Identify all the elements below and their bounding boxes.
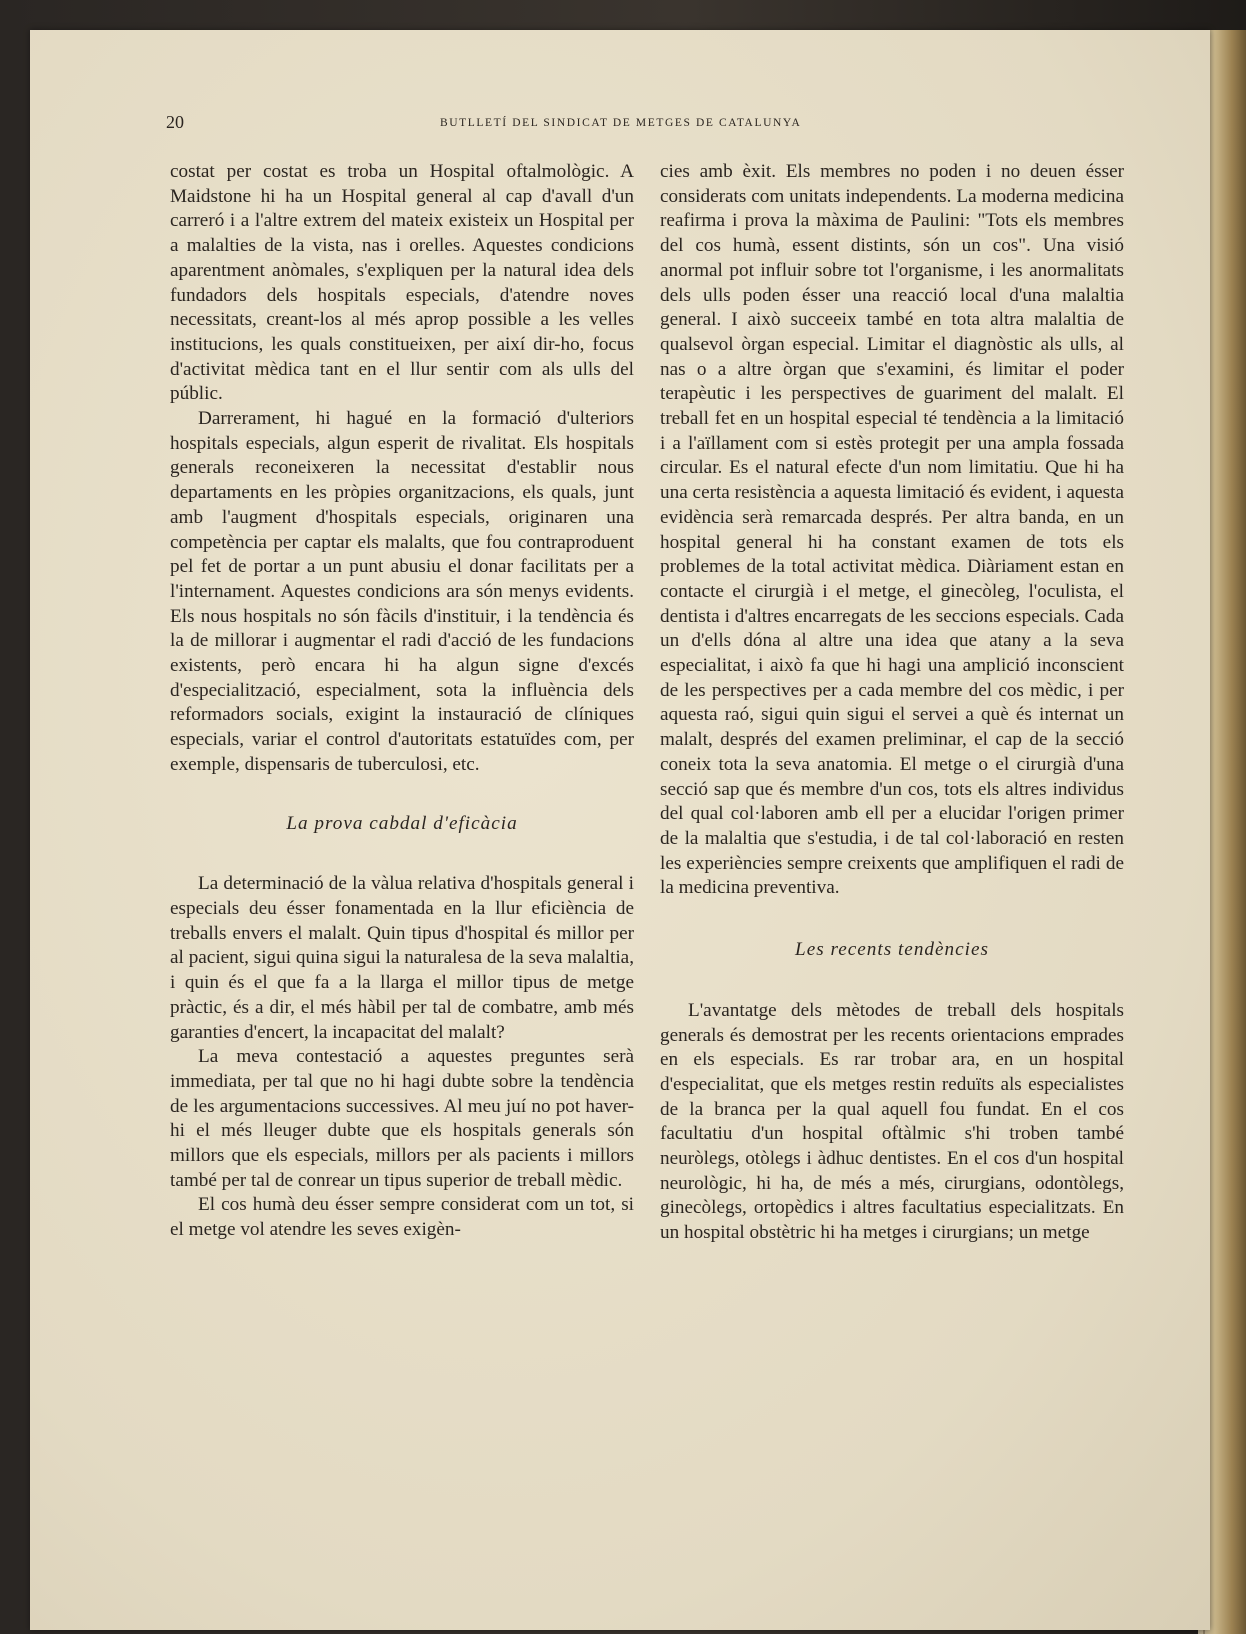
paragraph: La meva contestació a aquestes preguntes serà immediata, per tal que no hi hagi dubte sobre la tendència de les argumentacions successives. Al meu juí no pot haver-hi el més lleuger dubte que els hospitals generals són millors que els especials, millors per als pacients i millors també per tal de conrear un tipus superior de treball mèdic. — [170, 1046, 634, 1191]
paragraph: costat per costat es troba un Hospital oftalmològic. A Maidstone hi ha un Hospital general al cap d'avall d'un carreró i a l'altre extrem del mateix existeix un Hospital per a malalties de la vista, nas i orelles. Aquestes condicions aparentment anòmales, s'expliquen per la natural idea dels fundadors dels hospitals especials, d'atendre noves necessitats, creant-los al més aprop possible a les velles institucions, les quals constitueixen, per així dir-ho, focus d'activitat mèdica tant en el llur sentir com als ulls del públic. — [170, 161, 634, 405]
paragraph: Darrerament, hi hagué en la formació d'ulteriors hospitals especials, algun esperit de rivalitat. Els hospitals generals reconeixeren la necessitat d'establir nous departaments en les pròpies organitzacions, els quals, junt amb l'augment d'hospitals especials, originaren una competència per captar els malalts, que fou contraproduent pel fet de portar a un punt abusiu el donar facilitats per a l'internament. Aquestes condicions ara són menys evidents. Els nous hospitals no són fàcils d'instituir, i la tendència és la de millorar i augmentar el radi d'acció de les fundacions existents, però encara hi ha algun signe d'excés d'especialització, especialment, sota la influència dels reformadors socials, exigint la instauració de clíniques especials, variar el control d'autoritats estatuïdes com, per exemple, dispensaris de tuberculosi, etc. — [170, 408, 634, 775]
paragraph: cies amb èxit. Els membres no poden i no deuen ésser considerats com unitats independents. La moderna medicina reafirma i prova la màxima de Paulini: "Tots els membres del cos humà, essent distints, són un cos". Una visió anormal pot influir sobre tot l'organisme, i les anormalitats dels ulls poden ésser una reacció local d'una malaltia general. I això succeeix també en tota altra malaltia de qualsevol òrgan especial. Limitar el diagnòstic als ulls, al nas o a altre òrgan que s'examini, és limitar el poder terapèutic i les perspectives de guariment del malalt. El treball fet en un hospital especial té tendència a la limitació i a l'aïllament com si estès protegit per una ampla fossada circular. Es el natural efecte d'un nom limitatiu. Que hi ha una certa resistència a aquesta limitació és evident, i aquesta evidència serà remarcada després. Per altra banda, en un hospital general hi ha constant examen de tots els problemes de la total activitat mèdica. Diàriament estan en contacte el cirurgià i el metge, el ginecòleg, l'oculista, el dentista i d'altres encarregats de les seccions especials. Cada un d'ells dóna al altre una idea que atany a la seva especialitat, i això fa que hi hagi una amplició inconscient de les perspectives per a cada membre del cos mèdic, i per aquesta raó, sigui quin sigui el servei a què és internat un malalt, després del examen preliminar, el cap de la secció coneix tota la seva anatomia. El metge o el cirurgià d'una secció sap que és membre d'un cos, tots els altres individus del qual col·laboren amb ell per a elucidar l'origen primer de la malaltia que s'estudia, i de tal col·laboració en resten les experiències sempre creixents que amplifiquen el radi de la medicina preventiva. — [660, 161, 1124, 899]
left-column — [170, 160, 634, 1243]
running-head: BUTLLETÍ DEL SINDICAT DE METGES DE CATALUNYA — [440, 117, 802, 129]
page-number: 20 — [166, 112, 184, 132]
paragraph: El cos humà deu ésser sempre considerat com un tot, si el metge vol atendre les seves exigèn- — [170, 1194, 634, 1241]
section-title: Les recents tendències — [795, 939, 989, 961]
paragraph: La determinació de la vàlua relativa d'hospitals general i especials deu ésser fonamentada en la llur eficiència de treballs envers el malalt. Quin tipus d'hospital és millor per al pacient, sigui quina sigui la naturalesa de la seva malaltia, i quin és el que fa a la llarga el millor tipus de metge pràctic, és a dir, el més hàbil per tal de combatre, amb més garanties d'encert, la incapacitat del malalt? — [170, 873, 634, 1043]
right-column — [660, 160, 1124, 1246]
section-title: La prova cabdal d'eficàcia — [286, 812, 518, 834]
paragraph: L'avantatge dels mètodes de treball dels hospitals generals és demostrat per les recents orientacions emprades en els especials. Es rar trobar ara, en un hospital d'especialitat, que els metges restin reduïts als especialistes de la branca per la qual aquell fou fundat. En el cos facultatiu d'un hospital oftàlmic s'hi troben també neuròlegs, otòlegs i àdhuc dentistes. En el cos d'un hospital neurològic, hi ha, de més a més, cirurgians, odontòlegs, ginecòlegs, ortopèdics i altres facultatius especialitzats. En un hospital obstètric hi ha metges i cirurgians; un metge — [660, 999, 1124, 1244]
